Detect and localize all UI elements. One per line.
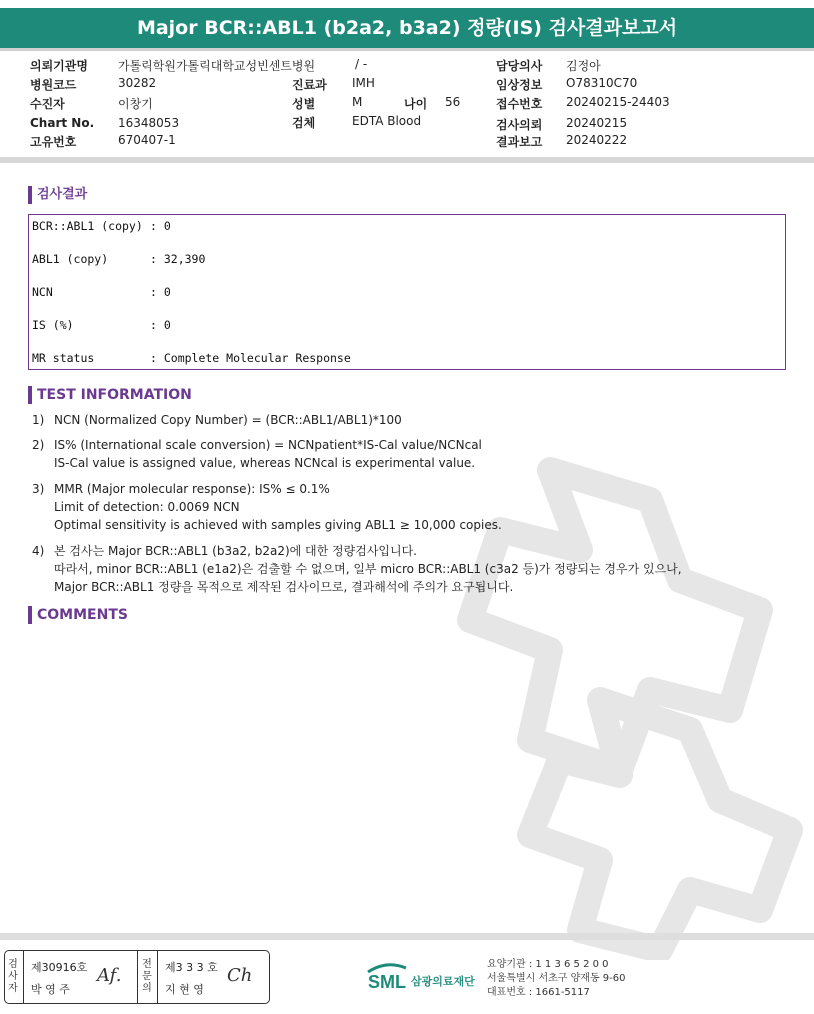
doctor-value: 김정아 bbox=[566, 59, 601, 73]
confirmer-label-char: 의 bbox=[142, 983, 152, 994]
stamp-divider bbox=[23, 951, 24, 1003]
results-box bbox=[28, 214, 786, 370]
result-row bbox=[32, 285, 171, 299]
examiner-label-char: 검 bbox=[8, 959, 18, 970]
name-value: 이창기 bbox=[118, 97, 153, 111]
address-line: 대표번호 : 1661-5117 bbox=[487, 987, 590, 998]
footer-divider bbox=[0, 933, 814, 940]
specimen-label: 검체 bbox=[292, 116, 316, 130]
item-line: 본 검사는 Major BCR::ABL1 (b3a2, b2a2)에 대한 정량검사입니다. bbox=[54, 544, 417, 558]
result-value: : Complete Molecular Response bbox=[150, 351, 351, 365]
request-label: 검사의뢰 bbox=[496, 118, 543, 132]
examiner-label bbox=[5, 951, 21, 1003]
result-row bbox=[32, 351, 351, 365]
age-label: 나이 bbox=[404, 97, 428, 111]
item-line: 따라서, minor BCR::ABL1 (e1a2)은 검출할 수 없으며, 일부 micro BCR::ABL1 (c3a2 등)가 정량되는 경우가 있으나, bbox=[54, 562, 682, 576]
examiner-signature: Af. bbox=[97, 965, 122, 986]
logo-org: 삼광의료재단 bbox=[411, 975, 475, 988]
chart-value: 16348053 bbox=[118, 116, 180, 130]
examiner-number: 제30916호 bbox=[31, 961, 88, 974]
hospital-value: 가톨릭학원가톨릭대학교성빈센트병원 bbox=[118, 59, 316, 73]
stamp-divider bbox=[137, 951, 138, 1003]
header-divider bbox=[0, 48, 814, 51]
request-value: 20240215 bbox=[566, 116, 628, 130]
result-row bbox=[32, 252, 205, 266]
item-number: 3) bbox=[32, 482, 45, 496]
dept-label: 진료과 bbox=[292, 78, 327, 92]
item-line: Optimal sensitivity is achieved with samples giving ABL1 ≥ 10,000 copies. bbox=[54, 518, 502, 532]
item-number: 4) bbox=[32, 544, 45, 558]
result-value: : 0 bbox=[150, 285, 171, 299]
item-line: Limit of detection: 0.0069 NCN bbox=[54, 500, 240, 514]
address-line: 서울특별시 서초구 양재동 9-60 bbox=[487, 973, 626, 984]
signature-stamp bbox=[4, 950, 270, 1004]
confirmer-name: 지 현 영 bbox=[165, 983, 204, 996]
confirmer-label-char: 전 bbox=[142, 959, 152, 970]
chart-label: Chart No. bbox=[30, 116, 95, 130]
results-section-title: 검사결과 bbox=[28, 186, 87, 204]
ward-value: / - bbox=[355, 57, 368, 71]
result-key: MR status bbox=[32, 351, 95, 365]
receipt-label: 접수번호 bbox=[496, 97, 543, 111]
examiner-name: 박 영 주 bbox=[31, 983, 70, 996]
item-line: MMR (Major molecular response): IS% ≤ 0.1% bbox=[54, 482, 330, 496]
report-date-value: 20240222 bbox=[566, 133, 628, 147]
sex-label: 성별 bbox=[292, 97, 316, 111]
item-line: NCN (Normalized Copy Number) = (BCR::ABL1/ABL1)*100 bbox=[54, 413, 402, 427]
uid-label: 고유번호 bbox=[30, 135, 77, 149]
report-title: Major BCR::ABL1 (b2a2, b3a2) 정량(IS) 검사결과보고서 bbox=[0, 8, 814, 48]
doctor-label: 담당의사 bbox=[496, 59, 543, 73]
result-value: : 0 bbox=[150, 318, 171, 332]
sml-logo bbox=[366, 958, 484, 998]
result-key: BCR::ABL1 (copy) bbox=[32, 219, 143, 233]
name-label: 수진자 bbox=[30, 97, 65, 111]
logo-text: SML bbox=[368, 972, 406, 992]
code-value: 30282 bbox=[118, 76, 157, 90]
address-line: 요양기관 : 1 1 3 6 5 2 0 0 bbox=[487, 959, 609, 970]
result-row bbox=[32, 219, 171, 233]
examiner-label-char: 사 bbox=[8, 971, 18, 982]
examiner-label-char: 자 bbox=[8, 983, 18, 994]
confirmer-label-char: 문 bbox=[142, 971, 152, 982]
item-number: 1) bbox=[32, 413, 45, 427]
uid-value: 670407-1 bbox=[118, 133, 176, 147]
confirmer-number: 제3 3 3 호 bbox=[165, 961, 218, 974]
comments-title: COMMENTS bbox=[28, 606, 128, 624]
result-value: : 32,390 bbox=[150, 252, 206, 266]
section-divider bbox=[0, 157, 814, 163]
item-line: IS-Cal value is assigned value, whereas NCNcal is experimental value. bbox=[54, 456, 476, 470]
dept-value: IMH bbox=[352, 76, 375, 90]
result-key: ABL1 (copy) bbox=[32, 252, 109, 266]
item-number: 2) bbox=[32, 438, 45, 452]
clinical-label: 임상정보 bbox=[496, 78, 543, 92]
item-line: Major BCR::ABL1 정량을 목적으로 제작된 검사이므로, 결과해석에 주의가 요구됩니다. bbox=[54, 580, 514, 594]
test-info-title: TEST INFORMATION bbox=[28, 386, 192, 404]
hospital-label: 의뢰기관명 bbox=[30, 59, 88, 73]
item-line: IS% (International scale conversion) = NCNpatient*IS-Cal value/NCNcal bbox=[54, 438, 482, 452]
age-value: 56 bbox=[445, 95, 461, 109]
result-value: : 0 bbox=[150, 219, 171, 233]
address-block bbox=[487, 958, 626, 1000]
receipt-value: 20240215-24403 bbox=[566, 95, 670, 109]
code-label: 병원코드 bbox=[30, 78, 77, 92]
report-date-label: 결과보고 bbox=[496, 135, 543, 149]
stamp-divider bbox=[157, 951, 158, 1003]
specimen-value: EDTA Blood bbox=[352, 114, 422, 128]
result-key: IS (%) bbox=[32, 318, 74, 332]
confirmer-label bbox=[139, 951, 155, 1003]
clinical-value: O78310C70 bbox=[566, 76, 638, 90]
result-row bbox=[32, 318, 171, 332]
result-key: NCN bbox=[32, 285, 53, 299]
confirmer-signature: Ch bbox=[227, 965, 253, 986]
sex-value: M bbox=[352, 95, 363, 109]
